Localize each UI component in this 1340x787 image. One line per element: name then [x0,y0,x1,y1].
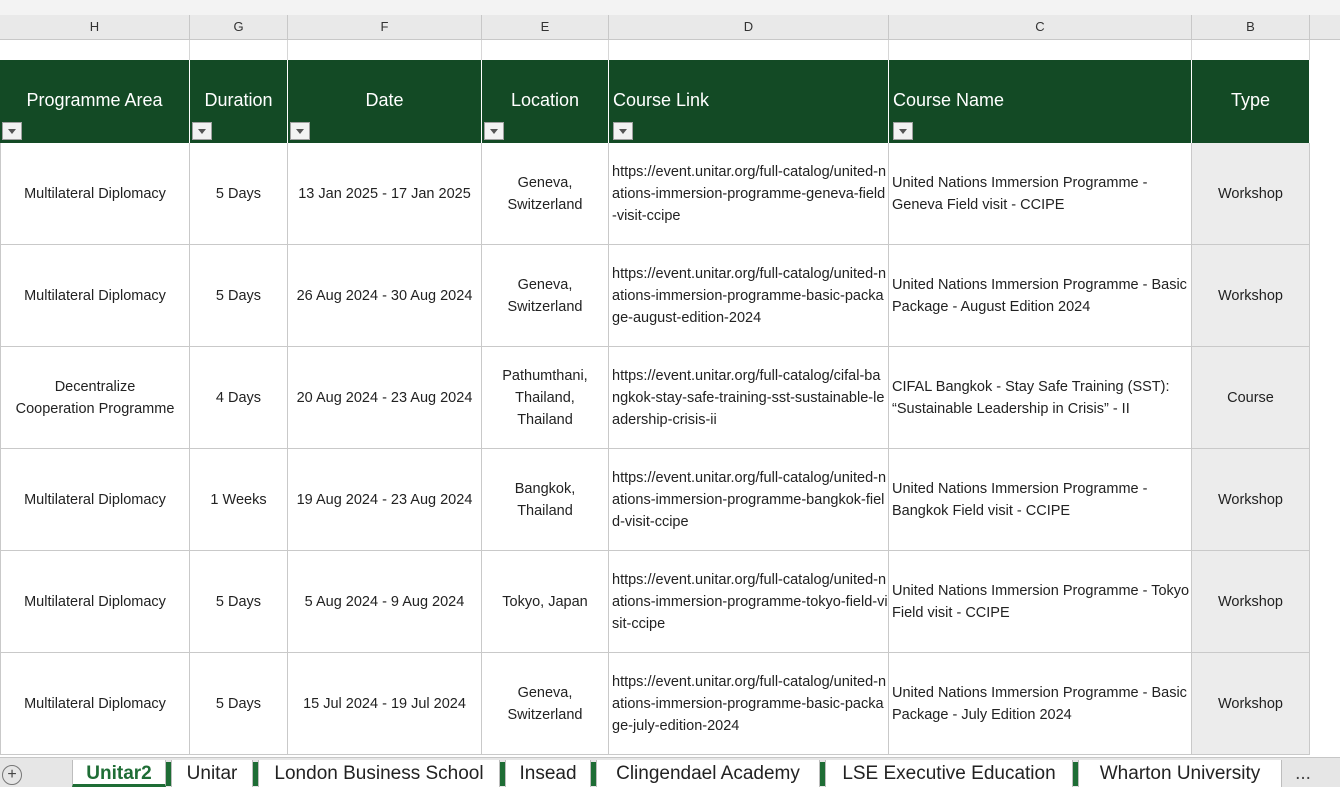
blank-row [0,40,1310,60]
cell-location[interactable]: Geneva, Switzerland [482,653,609,755]
table-row [0,347,1310,449]
cell-programme-area[interactable]: Multilateral Diplomacy [0,245,190,347]
cell-location[interactable]: Bangkok, Thailand [482,449,609,551]
blank-cell[interactable] [1192,40,1310,60]
column-letter-g[interactable]: G [190,15,288,39]
column-header-row [0,15,1340,40]
header-label: Course Name [893,90,1005,110]
top-strip [0,0,1340,15]
header-label: Programme Area [26,90,163,110]
cell-type[interactable]: Workshop [1192,653,1310,755]
cell-course-link[interactable]: https://event.unitar.org/full-catalog/cifal-bangkok-stay-safe-training-sst-sustainable-leadership-crisis-ii [609,347,889,449]
header-label: Duration [204,90,273,110]
sheet-tabs-bar [0,757,1340,787]
cell-course-name[interactable]: United Nations Immersion Programme - Tokyo Field visit - CCIPE [889,551,1192,653]
sheet-tab-unitar2[interactable]: Unitar2 [72,760,166,787]
cell-date[interactable]: 5 Aug 2024 - 9 Aug 2024 [288,551,482,653]
blank-cell[interactable] [190,40,288,60]
table-header-row [0,60,1310,143]
column-letter-f[interactable]: F [288,15,482,39]
blank-cell[interactable] [482,40,609,60]
cell-location[interactable]: Geneva, Switzerland [482,245,609,347]
blank-cell[interactable] [609,40,889,60]
cell-date[interactable]: 26 Aug 2024 - 30 Aug 2024 [288,245,482,347]
column-letter-d[interactable]: D [609,15,889,39]
cell-course-link[interactable]: https://event.unitar.org/full-catalog/united-nations-immersion-programme-geneva-field-visit-ccipe [609,143,889,245]
table-row [0,449,1310,551]
cell-course-link[interactable]: https://event.unitar.org/full-catalog/united-nations-immersion-programme-basic-package-july-edition-2024 [609,653,889,755]
header-duration[interactable] [190,60,288,143]
cell-course-name[interactable]: CIFAL Bangkok - Stay Safe Training (SST): “Sustainable Leadership in Crisis” - II [889,347,1192,449]
blank-cell[interactable] [0,40,190,60]
column-letter-c[interactable]: C [889,15,1192,39]
cell-programme-area[interactable]: Multilateral Diplomacy [0,653,190,755]
cell-location[interactable]: Tokyo, Japan [482,551,609,653]
cell-type[interactable]: Workshop [1192,143,1310,245]
cell-programme-area[interactable]: Decentralize Cooperation Programme [0,347,190,449]
sheet-tab-london-business-school[interactable]: London Business School [258,760,500,787]
cell-course-name[interactable]: United Nations Immersion Programme - Basic Package - August Edition 2024 [889,245,1192,347]
sheet-tab-unitar[interactable]: Unitar [171,760,253,787]
table-row [0,551,1310,653]
header-programme-area[interactable] [0,60,190,143]
sheet-tab-insead[interactable]: Insead [505,760,591,787]
header-location[interactable] [482,60,609,143]
header-label: Date [365,90,404,110]
header-label: Type [1230,90,1271,110]
filter-dropdown-icon[interactable] [613,122,633,140]
table-row [0,653,1310,755]
column-letter-b[interactable]: B [1192,15,1310,39]
cell-programme-area[interactable]: Multilateral Diplomacy [0,449,190,551]
cell-course-name[interactable]: United Nations Immersion Programme - Bangkok Field visit - CCIPE [889,449,1192,551]
cell-date[interactable]: 15 Jul 2024 - 19 Jul 2024 [288,653,482,755]
filter-dropdown-icon[interactable] [192,122,212,140]
blank-cell[interactable] [889,40,1192,60]
column-letter-e[interactable]: E [482,15,609,39]
cell-type[interactable]: Workshop [1192,551,1310,653]
header-type[interactable] [1192,60,1310,143]
sheet-tab-clingendael-academy[interactable]: Clingendael Academy [596,760,820,787]
add-sheet-icon[interactable]: + [2,765,22,785]
cell-course-name[interactable]: United Nations Immersion Programme - Geneva Field visit - CCIPE [889,143,1192,245]
sheet-tab-lse-executive-education[interactable]: LSE Executive Education [825,760,1073,787]
cell-location[interactable]: Pathumthani, Thailand, Thailand [482,347,609,449]
cell-duration[interactable]: 4 Days [190,347,288,449]
cell-course-link[interactable]: https://event.unitar.org/full-catalog/united-nations-immersion-programme-tokyo-field-visit-ccipe [609,551,889,653]
header-label: Course Link [613,90,710,110]
cell-type[interactable]: Course [1192,347,1310,449]
filter-dropdown-icon[interactable] [893,122,913,140]
header-label: Location [510,90,580,110]
cell-date[interactable]: 20 Aug 2024 - 23 Aug 2024 [288,347,482,449]
cell-duration[interactable]: 5 Days [190,653,288,755]
cell-duration[interactable]: 5 Days [190,143,288,245]
cell-course-name[interactable]: United Nations Immersion Programme - Basic Package - July Edition 2024 [889,653,1192,755]
filter-dropdown-icon[interactable] [2,122,22,140]
header-course-name[interactable] [889,60,1192,143]
table-row [0,143,1310,245]
cell-date[interactable]: 19 Aug 2024 - 23 Aug 2024 [288,449,482,551]
column-letter-h[interactable]: H [0,15,190,39]
more-tabs-button[interactable]: ... [1295,763,1311,784]
cell-location[interactable]: Geneva, Switzerland [482,143,609,245]
cell-duration[interactable]: 5 Days [190,551,288,653]
cell-programme-area[interactable]: Multilateral Diplomacy [0,143,190,245]
cell-type[interactable]: Workshop [1192,449,1310,551]
header-date[interactable] [288,60,482,143]
blank-cell[interactable] [288,40,482,60]
sheet-tab-wharton-university[interactable]: Wharton University [1078,760,1282,787]
cell-course-link[interactable]: https://event.unitar.org/full-catalog/united-nations-immersion-programme-bangkok-field-visit-ccipe [609,449,889,551]
table-row [0,245,1310,347]
cell-course-link[interactable]: https://event.unitar.org/full-catalog/united-nations-immersion-programme-basic-package-august-edition-2024 [609,245,889,347]
cell-type[interactable]: Workshop [1192,245,1310,347]
cell-duration[interactable]: 5 Days [190,245,288,347]
empty-column-area [1310,40,1340,757]
filter-dropdown-icon[interactable] [484,122,504,140]
cell-duration[interactable]: 1 Weeks [190,449,288,551]
cell-programme-area[interactable]: Multilateral Diplomacy [0,551,190,653]
header-course-link[interactable] [609,60,889,143]
filter-dropdown-icon[interactable] [290,122,310,140]
cell-date[interactable]: 13 Jan 2025 - 17 Jan 2025 [288,143,482,245]
